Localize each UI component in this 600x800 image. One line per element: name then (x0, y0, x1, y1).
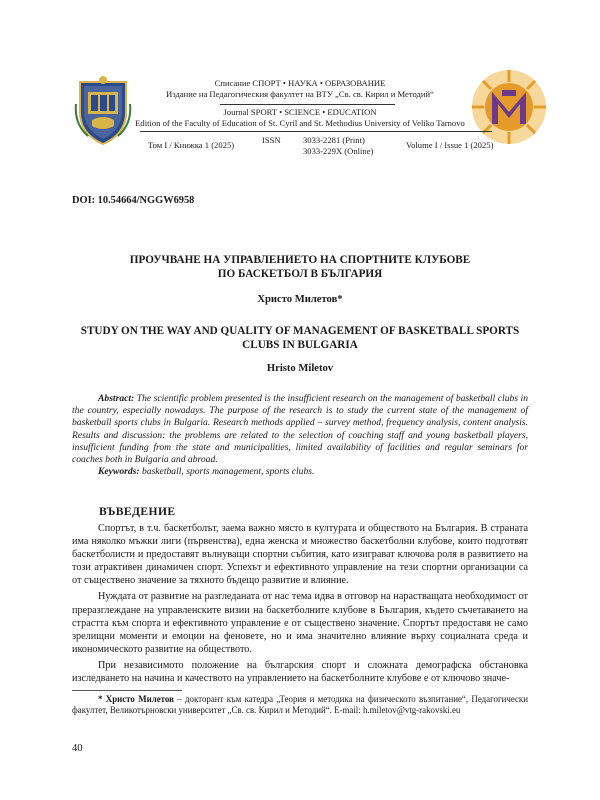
title-bg-line-2: ПО БАСКЕТБОЛ В БЪЛГАРИЯ (217, 268, 383, 280)
body-text (72, 522, 528, 688)
author-bg: Христо Милетов* (257, 294, 343, 305)
footnote-rule (72, 690, 182, 691)
abstract (72, 393, 528, 466)
footnote (72, 694, 528, 717)
university-crest-logo (74, 74, 132, 146)
title-bg-line-1: ПРОУЧВАНЕ НА УПРАВЛЕНИЕТО НА СПОРТНИТЕ КЛУБОВЕ (129, 254, 471, 266)
footnote-author: * Христо Милетов (98, 694, 174, 704)
issn-label: ISSN (262, 135, 281, 145)
keywords (72, 466, 528, 478)
edition-bg: Издание на Педагогическия факултет на ВТУ „Св. св. Кирил и Методий“ (166, 89, 434, 99)
edition-en: Edition of the Faculty of Education of St. Cyril and St. Methodius University of Veliko Tarnovo (135, 118, 465, 128)
abstract-text: The scientific problem presented is the insufficient research on the management of basketball clubs in the country, especially nowadays. The purpose of the research is to study the current state of the management of basketball sports clubs in Bulgaria. Research methods applied – survey method, frequency analysis, content analysis. Results and discussion: the problems are related to the selection of coaching staff and young basketball players, insufficient funding from the state and municipalities, limited availability of facilities and regular seminars for coaches both in Bulgaria and abroad. (72, 393, 528, 466)
author-en: Hristo Miletov (266, 363, 334, 374)
issn-print: 3033-2281 (Print) (303, 135, 365, 145)
header-rule-top (220, 104, 395, 105)
volume-bg: Том I / Книжка 1 (2025) (148, 140, 235, 150)
page-number: 40 (72, 743, 83, 754)
footnote-text: – докторант към катедра „Теория и методика на физическото възпитание“, Педагогически факултет, Великотърновски университет „Св. св. Кирил и Методий“. E-mail: h.miletov@vtg-rakovski.eu (72, 694, 528, 716)
header-rule-bottom (140, 131, 492, 132)
paragraph: Нуждата от развитие на разгледаната от нас тема идва в отговор на нарастващата необходимост от преразглеждане на управленските визии на баскетболните клубове в България, където съчетаването на страстта към спорта и ефективното управление е от съществено значение. Спортът предоставя не само зрелищни моменти и емоции на феновете, но и има значително влияние върху социалната среда и икономическото развитие на обществото. (72, 591, 528, 655)
section-heading-introduction: ВЪВЕДЕНИЕ (99, 505, 176, 518)
title-en-line-2: CLUBS IN BULGARIA (242, 339, 358, 351)
keywords-text: basketball, sports management, sports clubs. (139, 466, 315, 477)
doi: DOI: 10.54664/NGGW6958 (72, 195, 195, 206)
journal-title-bg: Списание СПОРТ • НАУКА • ОБРАЗОВАНИЕ (214, 78, 386, 88)
volume-en: Volume I / Issue 1 (2025) (406, 140, 494, 150)
journal-title-en: Journal SPORT • SCIENCE • EDUCATION (223, 107, 377, 117)
abstract-label: Abstract: (98, 393, 135, 404)
faculty-logo (470, 68, 548, 146)
paragraph: Спортът, в т.ч. баскетболът, заема важно място в културата и обществото на България. В страната има няколко мъжки лиги (първенства), една женска и множество баскетболни клубове, които подготвят баскетболисти и предоставят вълнуващи спортни събития, като изиграват ключова роля в развитието на този атрактивен динамичен спорт. Успехът и ефективното управление на тези спортни организации са от съществено значение за тяхното бъдещо развитие и влияние. (72, 523, 528, 587)
title-en-line-1: STUDY ON THE WAY AND QUALITY OF MANAGEMENT OF BASKETBALL SPORTS (80, 325, 520, 337)
issn-online: 3033-229X (Online) (303, 146, 374, 156)
paragraph: При независимото положение на българския спорт и сложната демографска обстановка изследването на начина и качеството на управлението на баскетболните клубове е от ключово значе- (72, 659, 528, 685)
keywords-label: Keywords: (98, 466, 140, 477)
